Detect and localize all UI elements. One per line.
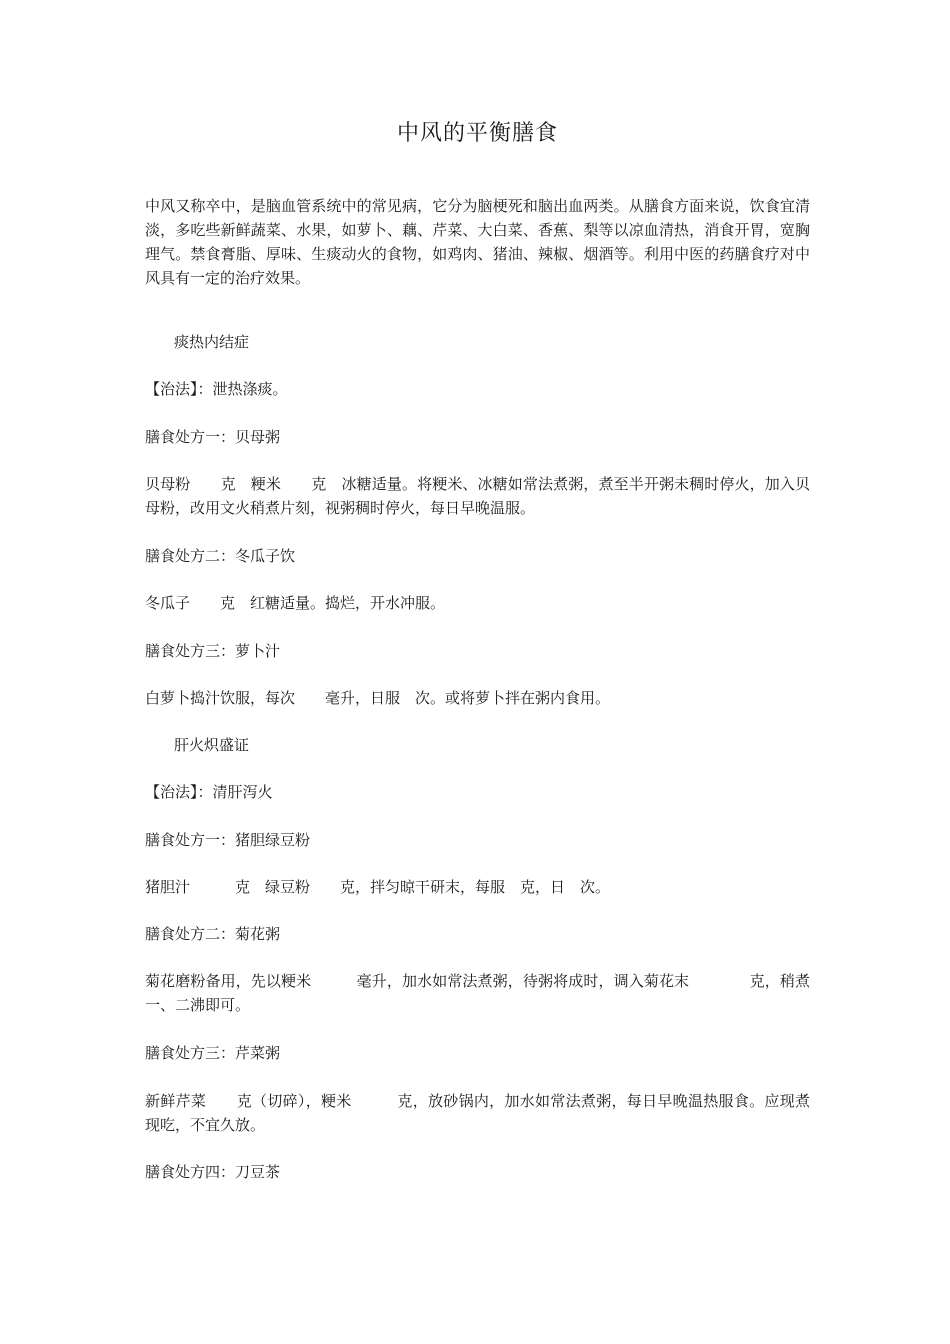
intro-paragraph: 中风又称卒中，是脑血管系统中的常见病，它分为脑梗死和脑出血两类。从膳食方面来说，饮食宜清淡，多吃些新鲜蔬菜、水果，如萝卜、藕、芹菜、大白菜、香蕉、梨等以凉血清热，消食开胃，宽胸理气。禁食膏脂、厚味、生痰动火的食物，如鸡肉、猪油、辣椒、烟酒等。利用中医的药膳食疗对中风具有一定的治疗效果。: [145, 197, 810, 287]
recipe-title-1-3: 膳食处方三：萝卜汁: [145, 642, 281, 660]
section-heading-liver-fire: 肝火炽盛证: [174, 736, 250, 754]
recipe-title-2-2: 膳食处方二：菊花粥: [145, 925, 281, 943]
recipe-title-1-1: 膳食处方一：贝母粥: [145, 428, 281, 446]
section-heading-phlegm-heat: 痰热内结症: [174, 333, 250, 351]
recipe-title-1-2: 膳食处方二：冬瓜子饮: [145, 547, 296, 565]
recipe-body-2-2: 菊花磨粉备用，先以粳米 毫升，加水如常法煮粥，待粥将成时，调入菊花末 克，稍煮一、二沸即可。: [145, 972, 810, 1014]
treatment-method-2: 【治法】：清肝泻火: [145, 783, 273, 801]
document-title: 中风的平衡膳食: [396, 121, 558, 146]
recipe-body-1-1: 贝母粉 克 粳米 克 冰糖适量。将粳米、冰糖如常法煮粥，煮至半开粥未稠时停火，加入贝母粉，改用文火稍煮片刻，视粥稠时停火，每日早晚温服。: [145, 475, 810, 517]
recipe-body-1-2: 冬瓜子 克 红糖适量。捣烂，开水冲服。: [145, 594, 446, 612]
recipe-title-2-4: 膳食处方四：刀豆茶: [145, 1163, 281, 1181]
treatment-method-1: 【治法】：泄热涤痰。: [145, 380, 288, 398]
recipe-title-2-3: 膳食处方三：芹菜粥: [145, 1044, 281, 1062]
recipe-body-1-3: 白萝卜捣汁饮服，每次 毫升，日服 次。或将萝卜拌在粥内食用。: [145, 689, 611, 707]
recipe-body-2-3: 新鲜芹菜 克（切碎），粳米 克，放砂锅内，加水如常法煮粥，每日早晚温热服食。应现煮现吃，不宜久放。: [145, 1092, 810, 1134]
recipe-title-2-1: 膳食处方一：猪胆绿豆粉: [145, 831, 311, 849]
recipe-body-2-1: 猪胆汁 克 绿豆粉 克，拌匀晾干研末，每服 克，日 次。: [145, 878, 611, 896]
